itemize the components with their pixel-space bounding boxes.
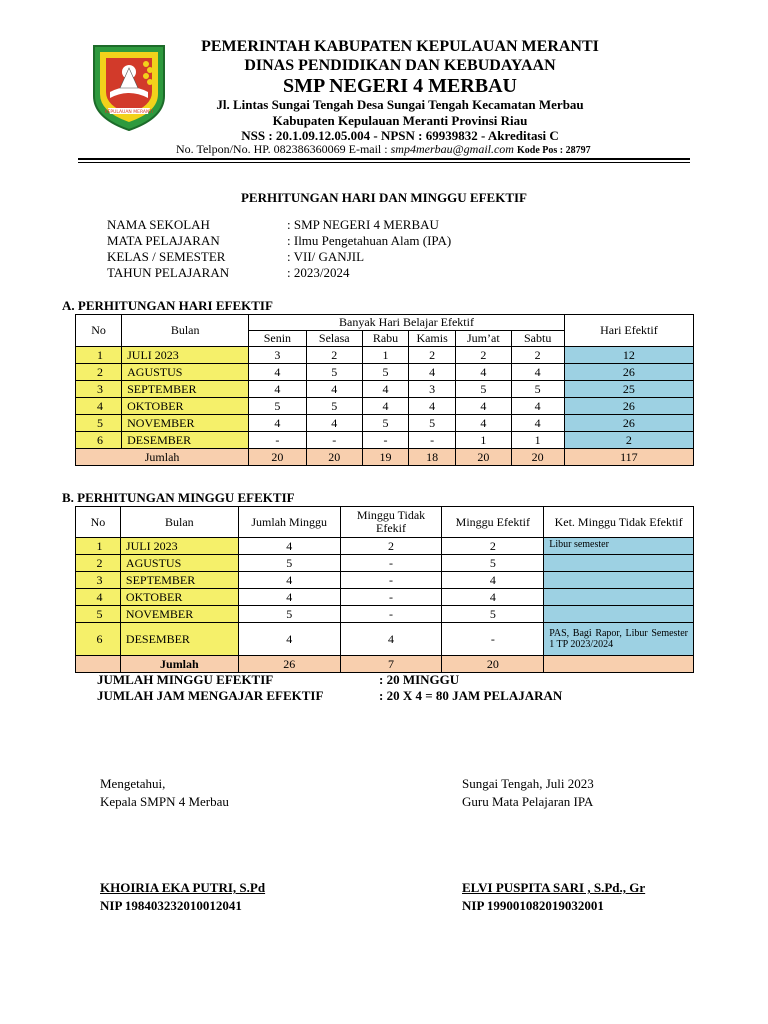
email-text: smp4merbau@gmail.com [390,142,514,156]
phone-text: No. Telpon/No. HP. 082386360069 E-mail : [176,142,391,156]
row-number: 6 [76,432,122,449]
day-count-cell: 5 [409,415,456,432]
days-table-body [76,347,694,466]
month-cell: AGUSTUS [120,555,238,572]
effective-days-cell: 26 [564,364,693,381]
row-number: 5 [76,415,122,432]
grand-total-cell: 117 [564,449,693,466]
day-count-cell: 2 [456,347,511,364]
info-row [107,249,451,265]
principal-title: Kepala SMPN 4 Merbau [100,794,229,809]
effective-weeks-cell: 5 [442,555,544,572]
effective-days-table [75,314,694,466]
day-header: Rabu [362,331,408,347]
day-count-cell: 4 [511,415,564,432]
day-count-cell: - [362,432,408,449]
note-cell [544,555,694,572]
info-label: MATA PELAJARAN [107,233,220,248]
col-effective-header: Minggu Efektif [442,507,544,538]
day-count-cell: 4 [249,381,306,398]
place-date: Sungai Tengah, Juli 2023 [462,776,594,791]
row-number: 1 [76,538,121,555]
school-name: SMP NEGERI 4 MERBAU [283,75,517,97]
row-number: 6 [76,623,121,656]
col-no-header: No [76,507,121,538]
effective-days-cell: 12 [564,347,693,364]
day-count-cell: 1 [511,432,564,449]
day-header: Kamis [409,331,456,347]
info-label: KELAS / SEMESTER [107,249,226,264]
col-total-header: Hari Efektif [564,315,693,347]
day-header: Sabtu [511,331,564,347]
header-divider-thick [78,158,690,160]
month-cell: JULI 2023 [122,347,249,364]
day-count-cell: 4 [306,415,362,432]
day-count-cell: 5 [511,381,564,398]
info-label: NAMA SEKOLAH [107,217,210,232]
info-value: : 2023/2024 [287,265,350,280]
table-row [76,432,694,449]
month-cell: OKTOBER [120,589,238,606]
month-cell: DESEMBER [122,432,249,449]
day-count-cell: 2 [306,347,362,364]
month-cell: NOVEMBER [120,606,238,623]
summary-value: : 20 MINGGU [379,672,460,687]
table-row [76,538,694,555]
day-count-cell: 5 [249,398,306,415]
table-row [76,347,694,364]
row-number: 3 [76,381,122,398]
row-number: 4 [76,589,121,606]
col-weeks-header: Jumlah Minggu [238,507,340,538]
total-day-cell: 20 [306,449,362,466]
day-count-cell: 5 [362,364,408,381]
weeks-table-body [76,538,694,673]
effective-weeks-cell: 4 [442,589,544,606]
acknowledged-label: Mengetahui, [100,776,166,791]
col-noneffective-header: Minggu Tidak Efekif [340,507,442,538]
day-count-cell: 2 [409,347,456,364]
total-label: Jumlah [76,449,249,466]
day-count-cell: 4 [409,364,456,381]
summary-weeks [97,672,459,688]
note-cell [544,589,694,606]
day-count-cell: 4 [249,415,306,432]
principal-name: KHOIRIA EKA PUTRI, S.Pd [100,880,266,895]
day-count-cell: - [249,432,306,449]
weeks-count-cell: 5 [238,555,340,572]
noneffective-weeks-cell: - [340,555,442,572]
col-month-header: Bulan [122,315,249,347]
total-note-cell [544,656,694,673]
total-day-cell: 18 [409,449,456,466]
weeks-count-cell: 4 [238,589,340,606]
day-count-cell: 4 [409,398,456,415]
effective-days-cell: 25 [564,381,693,398]
info-block [107,217,451,281]
effective-days-cell: 26 [564,398,693,415]
table-row [76,555,694,572]
total-label: Jumlah [120,656,238,673]
signature-left [100,775,229,811]
summary-value: : 20 X 4 = 80 JAM PELAJARAN [379,688,563,703]
table-row [76,606,694,623]
month-cell: OKTOBER [122,398,249,415]
day-header: Selasa [306,331,362,347]
month-cell: SEPTEMBER [122,381,249,398]
effective-days-cell: 26 [564,415,693,432]
school-region: Kabupaten Kepulauan Meranti Provinsi Riau [272,113,528,128]
day-count-cell: 3 [249,347,306,364]
month-cell: NOVEMBER [122,415,249,432]
day-count-cell: - [306,432,362,449]
day-count-cell: 5 [362,415,408,432]
day-count-cell: 3 [409,381,456,398]
effective-weeks-cell: 2 [442,538,544,555]
noneffective-weeks-cell: - [340,572,442,589]
day-count-cell: 5 [456,381,511,398]
noneffective-weeks-cell: - [340,589,442,606]
day-count-cell: 4 [362,381,408,398]
col-group-header: Banyak Hari Belajar Efektif [249,315,565,331]
weeks-count-cell: 4 [238,572,340,589]
table-row [76,381,694,398]
row-number: 2 [76,364,122,381]
contact-line [176,142,591,157]
month-cell: JULI 2023 [120,538,238,555]
section-a-title: A. PERHITUNGAN HARI EFEKTIF [62,298,273,313]
note-cell: Libur semester [544,538,694,555]
signature-right [462,775,594,811]
day-count-cell: 1 [456,432,511,449]
col-no-header: No [76,315,122,347]
teacher-title: Guru Mata Pelajaran IPA [462,794,594,809]
day-count-cell: 4 [511,398,564,415]
day-count-cell: 4 [249,364,306,381]
school-address: Jl. Lintas Sungai Tengah Desa Sungai Tengah Kecamatan Merbau [216,97,584,112]
noneffective-weeks-cell: 4 [340,623,442,656]
noneffective-weeks-cell: - [340,606,442,623]
month-cell: SEPTEMBER [120,572,238,589]
row-number: 1 [76,347,122,364]
total-spacer [76,656,121,673]
note-cell [544,572,694,589]
table-row [76,623,694,656]
header-line-1: PEMERINTAH KABUPATEN KEPULAUAN MERANTI [201,38,599,55]
weeks-count-cell: 4 [238,623,340,656]
table-row [76,398,694,415]
school-identifiers: NSS : 20.1.09.12.05.004 - NPSN : 69939832 - Akreditasi C [241,128,559,143]
day-count-cell: 4 [456,398,511,415]
total-effective-cell: 20 [442,656,544,673]
info-row [107,217,451,233]
weeks-count-cell: 4 [238,538,340,555]
total-day-cell: 20 [249,449,306,466]
header-divider-thin [78,162,690,163]
effective-weeks-cell: - [442,623,544,656]
effective-days-cell: 2 [564,432,693,449]
total-day-cell: 20 [456,449,511,466]
teacher-nip: NIP 199001082019032001 [462,898,604,913]
table-row [76,364,694,381]
total-day-cell: 20 [511,449,564,466]
document-title: PERHITUNGAN HARI DAN MINGGU EFEKTIF [240,190,527,205]
info-row [107,265,451,281]
month-cell: DESEMBER [120,623,238,656]
day-count-cell: 4 [456,364,511,381]
day-count-cell: 1 [362,347,408,364]
noneffective-weeks-cell: 2 [340,538,442,555]
summary-hours [97,688,562,704]
summary-label: JUMLAH MINGGU EFEKTIF [97,672,274,687]
day-header: Jum’at [456,331,511,347]
day-count-cell: 4 [456,415,511,432]
col-note-header: Ket. Minggu Tidak Efektif [544,507,694,538]
logo-text: KEPULAUAN MERANTI [104,110,154,115]
note-cell [544,606,694,623]
col-month-header: Bulan [120,507,238,538]
day-count-cell: - [409,432,456,449]
row-number: 2 [76,555,121,572]
total-noneffective-cell: 7 [340,656,442,673]
info-value: : Ilmu Pengetahuan Alam (IPA) [287,233,452,248]
day-count-cell: 4 [306,381,362,398]
table-row [76,572,694,589]
header-line-2: DINAS PENDIDIKAN DAN KEBUDAYAAN [244,57,556,74]
effective-weeks-cell: 5 [442,606,544,623]
info-row [107,233,451,249]
info-value: : VII/ GANJIL [287,249,365,264]
summary-label: JUMLAH JAM MENGAJAR EFEKTIF [97,688,324,703]
day-header: Senin [249,331,306,347]
teacher-name: ELVI PUSPITA SARI , S.Pd., Gr [462,880,646,895]
info-value: : SMP NEGERI 4 MERBAU [287,217,439,232]
school-logo [90,42,168,132]
info-label: TAHUN PELAJARAN [107,265,230,280]
total-day-cell: 19 [362,449,408,466]
effective-weeks-cell: 4 [442,572,544,589]
weeks-count-cell: 5 [238,606,340,623]
total-row [76,656,694,673]
row-number: 4 [76,398,122,415]
total-row [76,449,694,466]
section-b-title: B. PERHITUNGAN MINGGU EFEKTIF [62,490,295,505]
postal-code: Kode Pos : 28797 [516,145,591,156]
table-row [76,589,694,606]
day-count-cell: 4 [362,398,408,415]
day-count-cell: 4 [511,364,564,381]
month-cell: AGUSTUS [122,364,249,381]
row-number: 5 [76,606,121,623]
row-number: 3 [76,572,121,589]
day-count-cell: 5 [306,398,362,415]
effective-weeks-table [75,506,694,673]
total-weeks-cell: 26 [238,656,340,673]
day-count-cell: 2 [511,347,564,364]
note-cell: PAS, Bagi Rapor, Libur Semester 1 TP 2023/2024 [544,623,694,656]
principal-nip: NIP 198403232010012041 [100,898,242,913]
day-count-cell: 5 [306,364,362,381]
table-row [76,415,694,432]
